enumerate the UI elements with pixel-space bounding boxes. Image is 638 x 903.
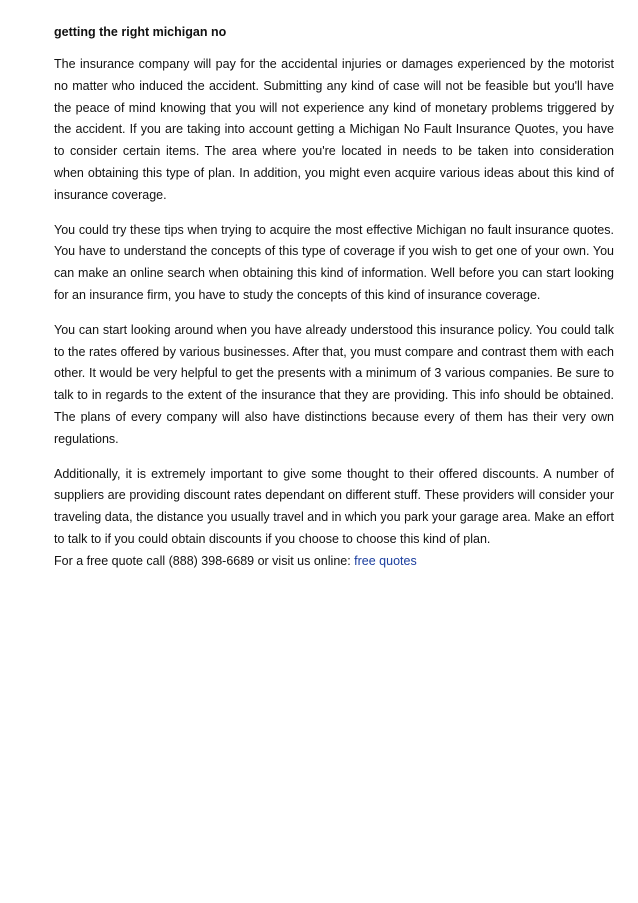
paragraph-4: Additionally, it is extremely important to give some thought to their offered discounts. A number of suppliers are providing discount rates dependant on different stuff. These providers will consider your traveling data, the distance you usually travel and in which you park your garage area. Make an effort to talk to if you could obtain discounts if you choose to choose this kind of plan. <box>54 466 614 546</box>
free-quotes-link[interactable]: free quotes <box>354 553 417 568</box>
paragraph-3: You can start looking around when you have already understood this insurance policy. You could talk to the rates offered by various businesses. After that, you must compare and contrast them with each other. It would be very helpful to get the presents with a minimum of 3 various companies. Be sure to talk to in regards to the extent of the insurance that they are providing. This info should be obtained. The plans of every company will also have distinctions because every of them has their very own regulations. <box>54 322 614 446</box>
paragraph-1: The insurance company will pay for the accidental injuries or damages experienced by the motorist no matter who induced the accident. Submitting any kind of case will not be feasible but you'll have the peace of mind knowing that you will not experience any kind of monetary problems triggered by the accident. If you are taking into account getting a Michigan No Fault Insurance Quotes, you have to consider certain items. The area where you're located in needs to be taken into consideration when obtaining this type of plan. In addition, you might even acquire various ideas about this kind of insurance coverage. <box>54 57 614 202</box>
footer-text: For a free quote call (888) 398-6689 or visit us online: <box>54 553 355 568</box>
footer-line <box>54 551 614 571</box>
document-page <box>54 22 614 571</box>
paragraph-2: You could try these tips when trying to acquire the most effective Michigan no fault insurance quotes. You have to understand the concepts of this type of coverage if you wish to get one of your own. You can make an online search when obtaining this kind of information. Well before you can start looking for an insurance firm, you have to study the concepts of this kind of insurance coverage. <box>54 222 614 302</box>
document-title: getting the right michigan no <box>54 25 227 39</box>
